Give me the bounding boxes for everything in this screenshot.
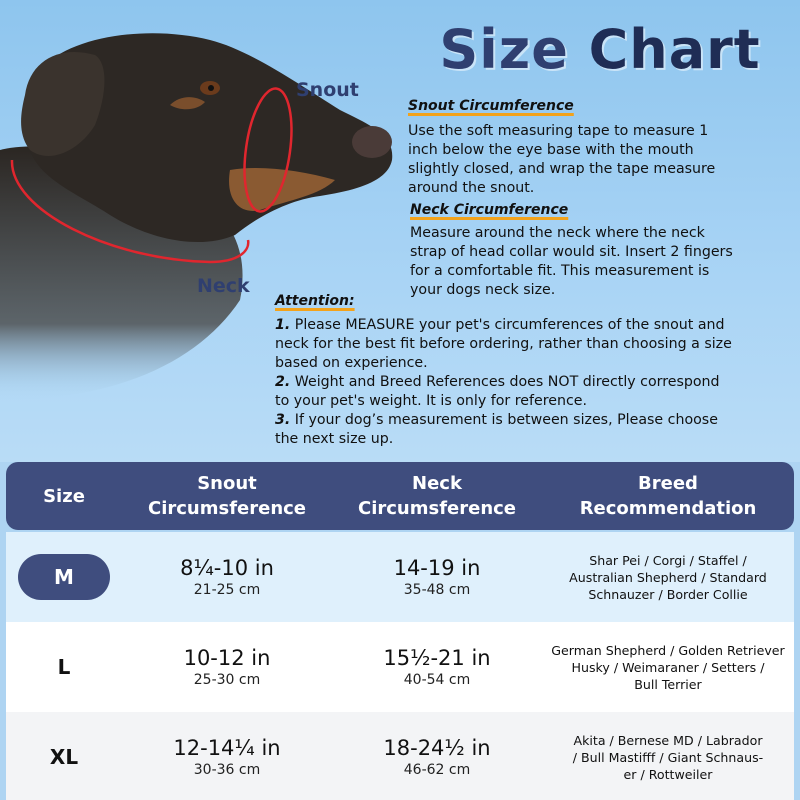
attention-item-1: 1. Please MEASURE your pet's circumferences of the snout and neck for the best fit before ordering, rather than choosing a size based on experience. [275, 317, 732, 371]
breed-cell: Akita / Bernese MD / Labrador / Bull Mastifff / Giant Schnaus- er / Rottweiler [572, 732, 764, 782]
attention-item-2: 2. Weight and Breed References does NOT directly correspond to your pet's weight. It is only for reference. [275, 374, 720, 409]
snout-heading: Snout Circumference [408, 98, 574, 114]
size-badge-m: M [18, 554, 110, 600]
table-row [6, 622, 794, 712]
page-title [420, 18, 780, 81]
attention-item-3: 3. If your dog’s measurement is between sizes, Please choose the next size up. [275, 412, 718, 447]
snout-description: Use the soft measuring tape to measure 1 inch below the eye base with the mouth slightly closed, and wrap the tape measure around the snout. [408, 123, 716, 196]
neck-label: Neck [197, 275, 250, 297]
breed-cell: German Shepherd / Golden Retriever Husky / Weimaraner / Setters / Bull Terrier [551, 642, 785, 692]
attention-heading: Attention: [275, 293, 355, 309]
table-header [6, 462, 794, 530]
size-label-xl: XL [49, 745, 79, 769]
size-label-l: L [57, 655, 71, 679]
neck-cell: 15½-21 in 40-54 cm [383, 645, 491, 688]
breed-cell: Shar Pei / Corgi / Staffel / Australian Shepherd / Standard Schnauzer / Border Collie [569, 552, 767, 602]
neck-cell: 18-24½ in 46-62 cm [383, 735, 491, 778]
neck-description: Measure around the neck where the neck strap of head collar would sit. Insert 2 fingers for a comfortable fit. This measurement is your dogs neck size. [410, 225, 733, 298]
table-row [6, 532, 794, 622]
header-size: Size [43, 485, 85, 507]
snout-cell: 8¼-10 in 21-25 cm [180, 555, 274, 598]
header-snout: Snout Circumsference [147, 473, 307, 519]
header-neck: Neck Circumsference [357, 473, 517, 519]
header-breed: Breed Recommendation [579, 473, 757, 519]
title-word-chart: Chart [588, 18, 761, 81]
neck-cell: 14-19 in 35-48 cm [393, 555, 481, 598]
snout-cell: 10-12 in 25-30 cm [183, 645, 271, 688]
size-table [6, 462, 794, 800]
attention-list [275, 316, 732, 449]
neck-heading: Neck Circumference [410, 202, 569, 218]
title-word-size: Size [439, 18, 569, 81]
snout-cell: 12-14¼ in 30-36 cm [173, 735, 281, 778]
table-row [6, 712, 794, 800]
snout-label: Snout [296, 79, 359, 101]
